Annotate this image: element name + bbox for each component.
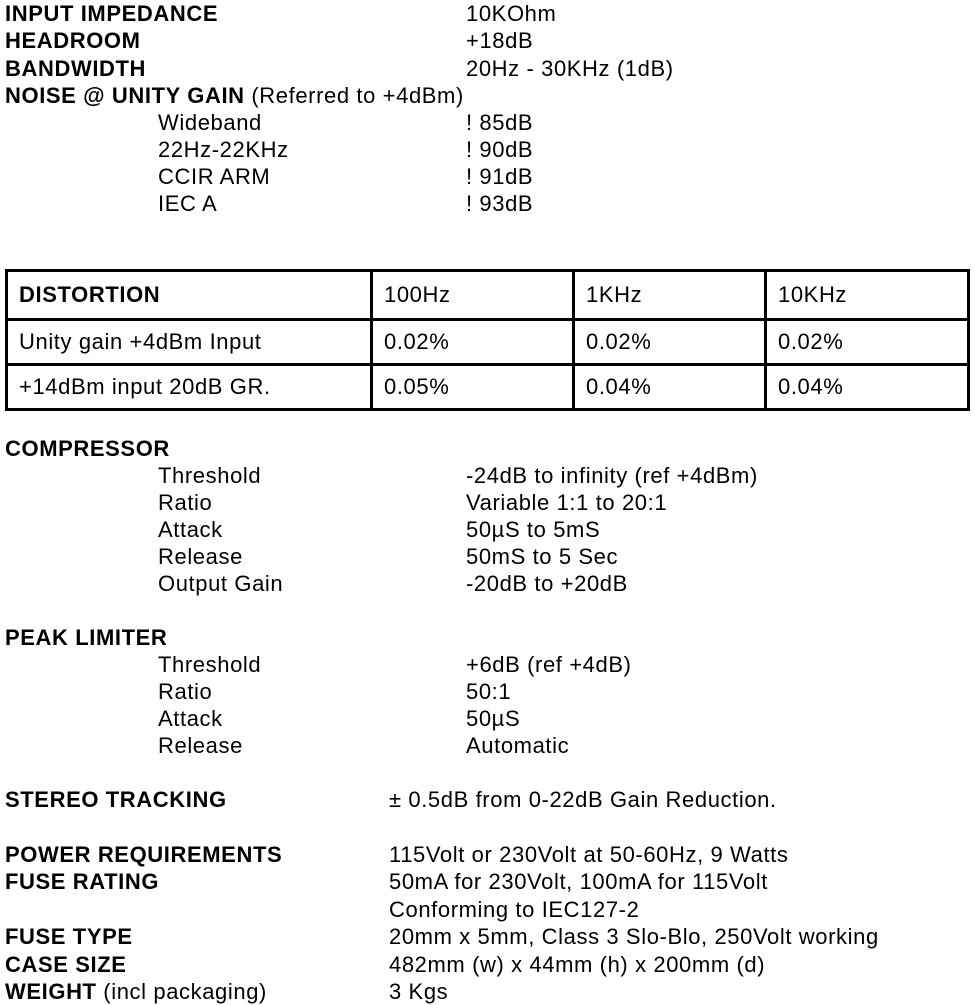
compressor-row-label: Threshold (158, 463, 262, 488)
table-row (7, 365, 969, 410)
peak-limiter-row-label: Ratio (158, 679, 213, 704)
spec-value-bandwidth: 20Hz - 30KHz (1dB) (466, 56, 674, 81)
noise-row-label: Wideband (158, 110, 262, 135)
weight-heading (5, 978, 267, 1005)
distortion-cell: 0.02% (766, 320, 969, 365)
peak-limiter-row-value: Automatic (466, 733, 570, 758)
peak-limiter-heading: PEAK LIMITER (5, 625, 168, 650)
peak-limiter-row-value: +6dB (ref +4dB) (466, 652, 632, 677)
distortion-cell: +14dBm input 20dB GR. (7, 365, 372, 410)
fuse-rating-value-continued: Conforming to IEC127-2 (389, 897, 640, 922)
distortion-cell: 0.04% (574, 365, 766, 410)
stereo-tracking-label: STEREO TRACKING (5, 787, 227, 812)
distortion-table (5, 269, 970, 411)
weight-note: (incl packaging) (96, 979, 267, 1004)
compressor-row-label: Attack (158, 517, 223, 542)
noise-row-label: 22Hz-22KHz (158, 137, 289, 162)
stereo-tracking-value: ± 0.5dB from 0-22dB Gain Reduction. (389, 787, 777, 812)
noise-heading (5, 82, 464, 109)
noise-row-value: ! 91dB (466, 164, 534, 189)
spec-label-headroom: HEADROOM (5, 28, 141, 53)
noise-row-value: ! 93dB (466, 191, 534, 216)
noise-row-label: IEC A (158, 191, 218, 216)
noise-note: (Referred to +4dBm) (244, 83, 464, 108)
spec-value-input-impedance: 10KOhm (466, 1, 557, 26)
compressor-row-value: Variable 1:1 to 20:1 (466, 490, 668, 515)
compressor-row-value: 50mS to 5 Sec (466, 544, 619, 569)
fuse-rating-label: FUSE RATING (5, 869, 160, 894)
table-row (7, 320, 969, 365)
distortion-cell: 0.02% (372, 320, 574, 365)
compressor-row-label: Ratio (158, 490, 213, 515)
distortion-header-cell: 10KHz (766, 271, 969, 320)
power-requirements-value: 115Volt or 230Volt at 50-60Hz, 9 Watts (389, 842, 789, 867)
peak-limiter-row-value: 50µS (466, 706, 521, 731)
distortion-header-cell: 1KHz (574, 271, 766, 320)
case-size-value: 482mm (w) x 44mm (h) x 200mm (d) (389, 952, 766, 977)
peak-limiter-row-label: Release (158, 733, 243, 758)
peak-limiter-row-label: Attack (158, 706, 223, 731)
distortion-header-cell: DISTORTION (7, 271, 372, 320)
compressor-row-value: -20dB to +20dB (466, 571, 628, 596)
weight-value: 3 Kgs (389, 979, 449, 1004)
case-size-label: CASE SIZE (5, 952, 127, 977)
power-requirements-label: POWER REQUIREMENTS (5, 842, 283, 867)
fuse-type-value: 20mm x 5mm, Class 3 Slo-Blo, 250Volt working (389, 924, 879, 949)
fuse-rating-value: 50mA for 230Volt, 100mA for 115Volt (389, 869, 768, 894)
compressor-row-label: Output Gain (158, 571, 284, 596)
spec-label-input-impedance: INPUT IMPEDANCE (5, 1, 219, 26)
compressor-row-label: Release (158, 544, 243, 569)
fuse-type-label: FUSE TYPE (5, 924, 133, 949)
distortion-header-cell: 100Hz (372, 271, 574, 320)
peak-limiter-row-value: 50:1 (466, 679, 512, 704)
compressor-heading: COMPRESSOR (5, 436, 170, 461)
spec-value-headroom: +18dB (466, 28, 534, 53)
noise-row-value: ! 85dB (466, 110, 534, 135)
distortion-cell: Unity gain +4dBm Input (7, 320, 372, 365)
distortion-cell: 0.02% (574, 320, 766, 365)
compressor-row-value: 50µS to 5mS (466, 517, 601, 542)
distortion-cell: 0.05% (372, 365, 574, 410)
weight-label: WEIGHT (5, 979, 97, 1004)
compressor-row-value: -24dB to infinity (ref +4dBm) (466, 463, 758, 488)
noise-row-label: CCIR ARM (158, 164, 271, 189)
noise-row-value: ! 90dB (466, 137, 534, 162)
peak-limiter-row-label: Threshold (158, 652, 262, 677)
spec-label-bandwidth: BANDWIDTH (5, 56, 147, 81)
distortion-cell: 0.04% (766, 365, 969, 410)
noise-label: NOISE @ UNITY GAIN (5, 83, 245, 108)
distortion-header-row (7, 271, 969, 320)
